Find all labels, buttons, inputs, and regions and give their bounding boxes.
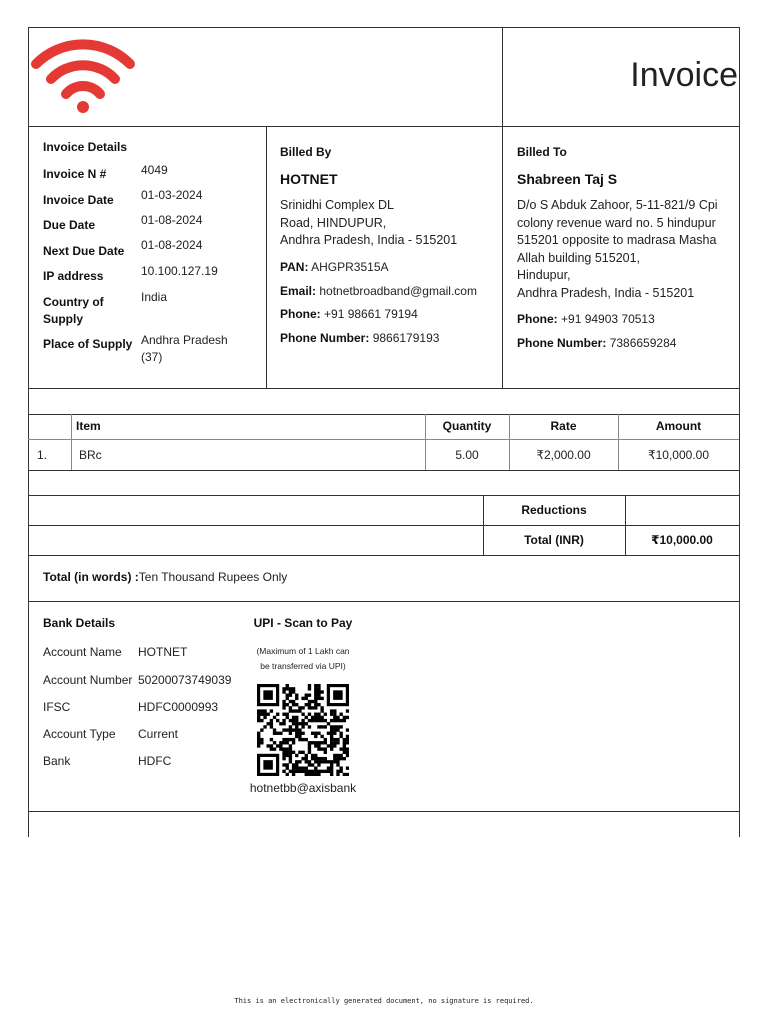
- phone-label: Phone:: [517, 312, 558, 326]
- billed-by-name: HOTNET: [280, 171, 338, 187]
- address-line: Andhra Pradesh, India - 515201: [280, 233, 458, 247]
- address-line: Hindupur,: [517, 268, 571, 282]
- bank-label: Account Name: [43, 645, 122, 659]
- divider: [28, 414, 739, 415]
- email-label: Email:: [280, 284, 317, 298]
- country-of-supply-label: Country of Supply: [43, 295, 104, 326]
- invoice-date-label: Invoice Date: [43, 193, 114, 207]
- items-header-item: Item: [76, 419, 101, 433]
- billed-to-name: Shabreen Taj S: [517, 171, 618, 187]
- table-row-index: 1.: [37, 448, 48, 462]
- phone-number-label: Phone Number:: [280, 331, 370, 345]
- ip-address-value: 10.100.127.19: [141, 264, 218, 278]
- next-due-date-label: Next Due Date: [43, 244, 125, 258]
- divider: [266, 126, 267, 388]
- bank-value: HOTNET: [138, 645, 188, 659]
- bank-label: Bank: [43, 754, 71, 768]
- bank-value: HDFC: [138, 754, 172, 768]
- billed-to-heading: Billed To: [517, 145, 567, 159]
- billed-by-phone: [280, 307, 418, 321]
- bank-value: HDFC0000993: [138, 700, 219, 714]
- email-value: hotnetbroadband@gmail.com: [319, 284, 477, 298]
- logo: [30, 38, 136, 121]
- invoice-date-value: 01-03-2024: [141, 188, 203, 202]
- phone-number-label: Phone Number:: [517, 336, 607, 350]
- phone-number-value: 7386659284: [609, 336, 677, 350]
- wifi-icon: [30, 38, 136, 116]
- upi-note-line: (Maximum of 1 Lakh can: [256, 646, 350, 656]
- table-row-quantity: 5.00: [455, 448, 479, 462]
- divider: [28, 601, 739, 602]
- total-in-words-label: Total (in words) :: [43, 570, 139, 584]
- divider: [28, 388, 739, 389]
- total-in-words: [43, 570, 287, 584]
- divider: [28, 525, 739, 526]
- pan-value: AHGPR3515A: [311, 260, 389, 274]
- divider: [28, 126, 739, 127]
- next-due-date-value: 01-08-2024: [141, 238, 203, 252]
- address-line: colony revenue ward no. 5 hindupur: [517, 215, 716, 230]
- upi-heading: UPI - Scan to Pay: [253, 616, 353, 630]
- divider: [28, 555, 739, 556]
- upi-note-line: be transferred via UPI): [260, 661, 346, 671]
- phone-value: +91 98661 79194: [324, 307, 418, 321]
- divider: [28, 811, 739, 812]
- divider: [28, 470, 739, 471]
- phone-number-value: 9866179193: [372, 331, 440, 345]
- due-date-value: 01-08-2024: [141, 213, 203, 227]
- billed-by-pan: [280, 260, 389, 274]
- divider: [71, 414, 72, 470]
- address-line: 515201 opposite to madrasa Masha: [517, 233, 717, 247]
- ip-address-label: IP address: [43, 269, 104, 283]
- divider: [28, 439, 739, 440]
- bank-label: Account Type: [43, 727, 116, 741]
- items-header-amount: Amount: [655, 419, 702, 433]
- frame-top-border: [28, 27, 739, 28]
- phone-label: Phone:: [280, 307, 321, 321]
- pan-label: PAN:: [280, 260, 309, 274]
- divider: [502, 27, 503, 388]
- country-of-supply-value: India: [141, 290, 168, 304]
- footer-note: This is an electronically generated document, no signature is required.: [234, 997, 534, 1005]
- place-of-supply-label: Place of Supply: [43, 337, 133, 351]
- address-line: D/o S Abduk Zahoor, 5-11-821/9 Cpi: [517, 198, 718, 212]
- frame-left-border: [28, 27, 29, 837]
- bank-details-heading: Bank Details: [43, 616, 116, 630]
- table-row-item: BRc: [79, 448, 102, 462]
- total-label: Total (INR): [524, 533, 584, 547]
- upi-note: [243, 644, 363, 674]
- total-value: ₹10,000.00: [651, 533, 713, 547]
- table-row-amount: ₹10,000.00: [647, 448, 710, 462]
- billed-to-phone: [517, 312, 655, 326]
- divider: [28, 495, 739, 496]
- page-title: Invoice: [630, 56, 738, 94]
- billed-by-email: [280, 284, 477, 298]
- place-of-supply-value: Andhra Pradesh (37): [141, 333, 228, 364]
- address-line: Andhra Pradesh, India - 515201: [517, 285, 695, 300]
- billed-by-address: [280, 197, 495, 250]
- table-row-rate: ₹2,000.00: [536, 448, 591, 462]
- items-header-quantity: Quantity: [442, 419, 492, 433]
- bank-label: Account Number: [43, 673, 133, 687]
- upi-qr-code: [257, 684, 349, 781]
- bank-value: 50200073749039: [138, 673, 232, 687]
- frame-right-border: [739, 27, 740, 837]
- address-line: Road, HINDUPUR,: [280, 215, 387, 230]
- due-date-label: Due Date: [43, 218, 96, 232]
- upi-id: hotnetbb@axisbank: [249, 781, 357, 795]
- qr-code-icon: [257, 684, 349, 776]
- items-header-rate: Rate: [550, 419, 577, 433]
- address-line: Srinidhi Complex DL: [280, 198, 394, 212]
- invoice-number-value: 4049: [141, 163, 168, 177]
- billed-to-address: [517, 197, 737, 302]
- bank-value: Current: [138, 727, 179, 741]
- billed-to-phone-number: [517, 336, 676, 350]
- invoice-details-heading: Invoice Details: [43, 140, 128, 154]
- address-line: Allah building 515201,: [517, 250, 641, 265]
- reductions-label: Reductions: [521, 503, 587, 517]
- billed-by-heading: Billed By: [280, 145, 332, 159]
- bank-label: IFSC: [43, 700, 71, 714]
- total-in-words-value: Ten Thousand Rupees Only: [138, 570, 288, 584]
- billed-by-phone-number: [280, 331, 439, 345]
- invoice-number-label: Invoice N #: [43, 167, 107, 181]
- phone-value: +91 94903 70513: [561, 312, 655, 326]
